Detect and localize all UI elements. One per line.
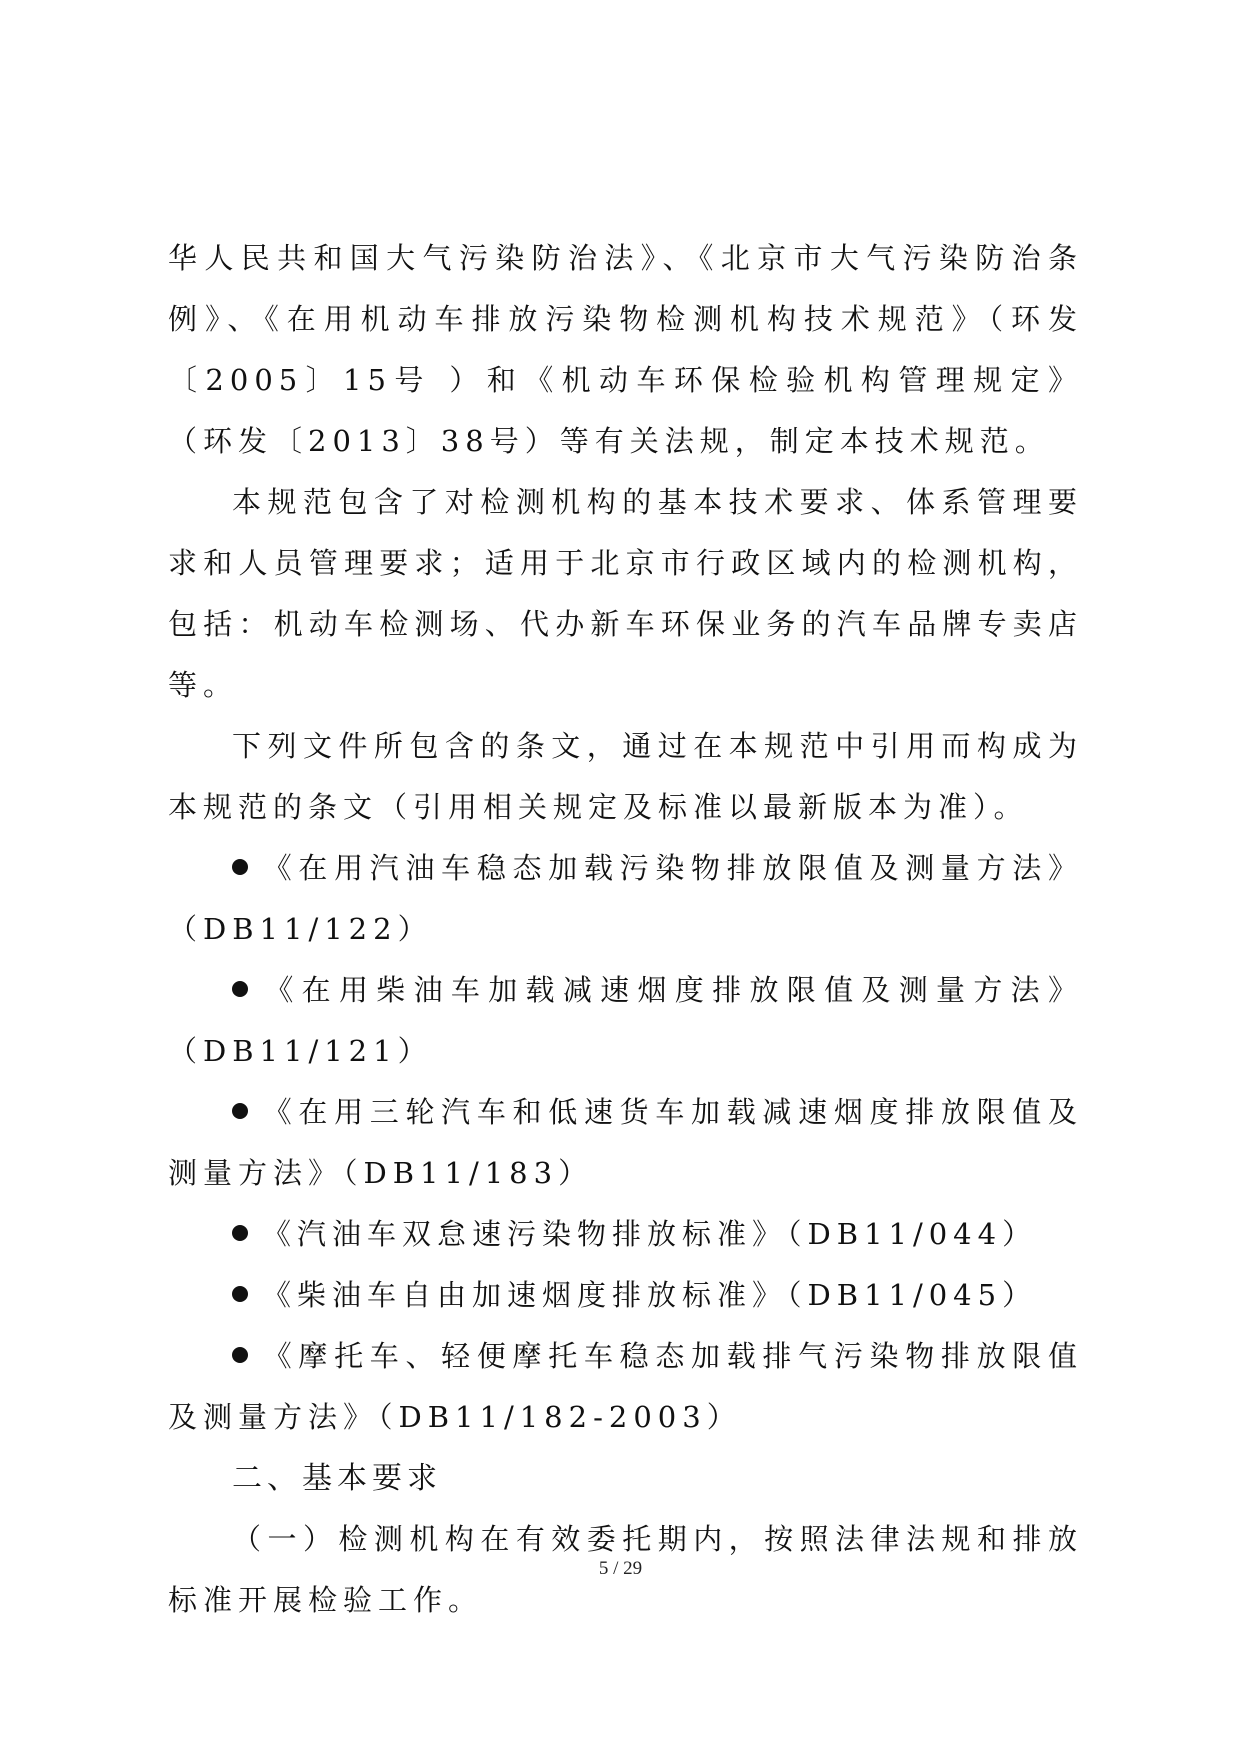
section-heading: 二、基本要求 [232, 1461, 442, 1496]
standard-item-1 [168, 838, 1083, 960]
bullet-icon [232, 1225, 248, 1241]
bullet-icon [232, 981, 248, 997]
section-item-1: （一）检测机构在有效委托期内，按照法律法规和排放标准开展检验工作。 [168, 1522, 1083, 1617]
paragraph-scope: 本规范包含了对检测机构的基本技术要求、体系管理要求和人员管理要求；适用于北京市行政区域内的检测机构，包括：机动车检测场、代办新车环保业务的汽车品牌专卖店等。 [168, 485, 1083, 702]
paragraph-legal-basis: 华人民共和国大气污染防治法》、《北京市大气污染防治条例》、《在用机动车排放污染物检测机构技术规范》（环发〔2005〕15号 ）和《机动车环保检验机构管理规定》（环发〔2013〕38号）等有关法规，制定本技术规范。 [168, 241, 1083, 458]
page-body [168, 228, 1083, 1631]
standard-item-text: 《摩托车、轻便摩托车稳态加载排气污染物排放限值及测量方法》（DB11/182-2003） [168, 1339, 1083, 1434]
standard-item-5 [168, 1265, 1083, 1326]
standard-item-text: 《在用汽油车稳态加载污染物排放限值及测量方法》（DB11/122） [168, 851, 1083, 946]
bullet-icon [232, 1103, 248, 1119]
standard-item-text: 《汽油车双怠速污染物排放标准》（DB11/044） [262, 1217, 1038, 1251]
page-number: 5 / 29 [598, 1558, 643, 1579]
bullet-icon [232, 1286, 248, 1302]
standard-item-4 [168, 1204, 1083, 1265]
standard-item-text: 《在用柴油车加载减速烟度排放限值及测量方法》（DB11/121） [168, 973, 1083, 1068]
standard-item-text: 《柴油车自由加速烟度排放标准》（DB11/045） [262, 1278, 1038, 1312]
standard-item-3 [168, 1082, 1083, 1204]
standard-item-2 [168, 960, 1083, 1082]
bullet-icon [232, 1347, 248, 1363]
paragraph-normative-references: 下列文件所包含的条文，通过在本规范中引用而构成为本规范的条文（引用相关规定及标准以最新版本为准）。 [168, 729, 1083, 824]
standard-item-6 [168, 1326, 1083, 1448]
standard-item-text: 《在用三轮汽车和低速货车加载减速烟度排放限值及测量方法》（DB11/183） [168, 1095, 1083, 1190]
bullet-icon [232, 859, 248, 875]
